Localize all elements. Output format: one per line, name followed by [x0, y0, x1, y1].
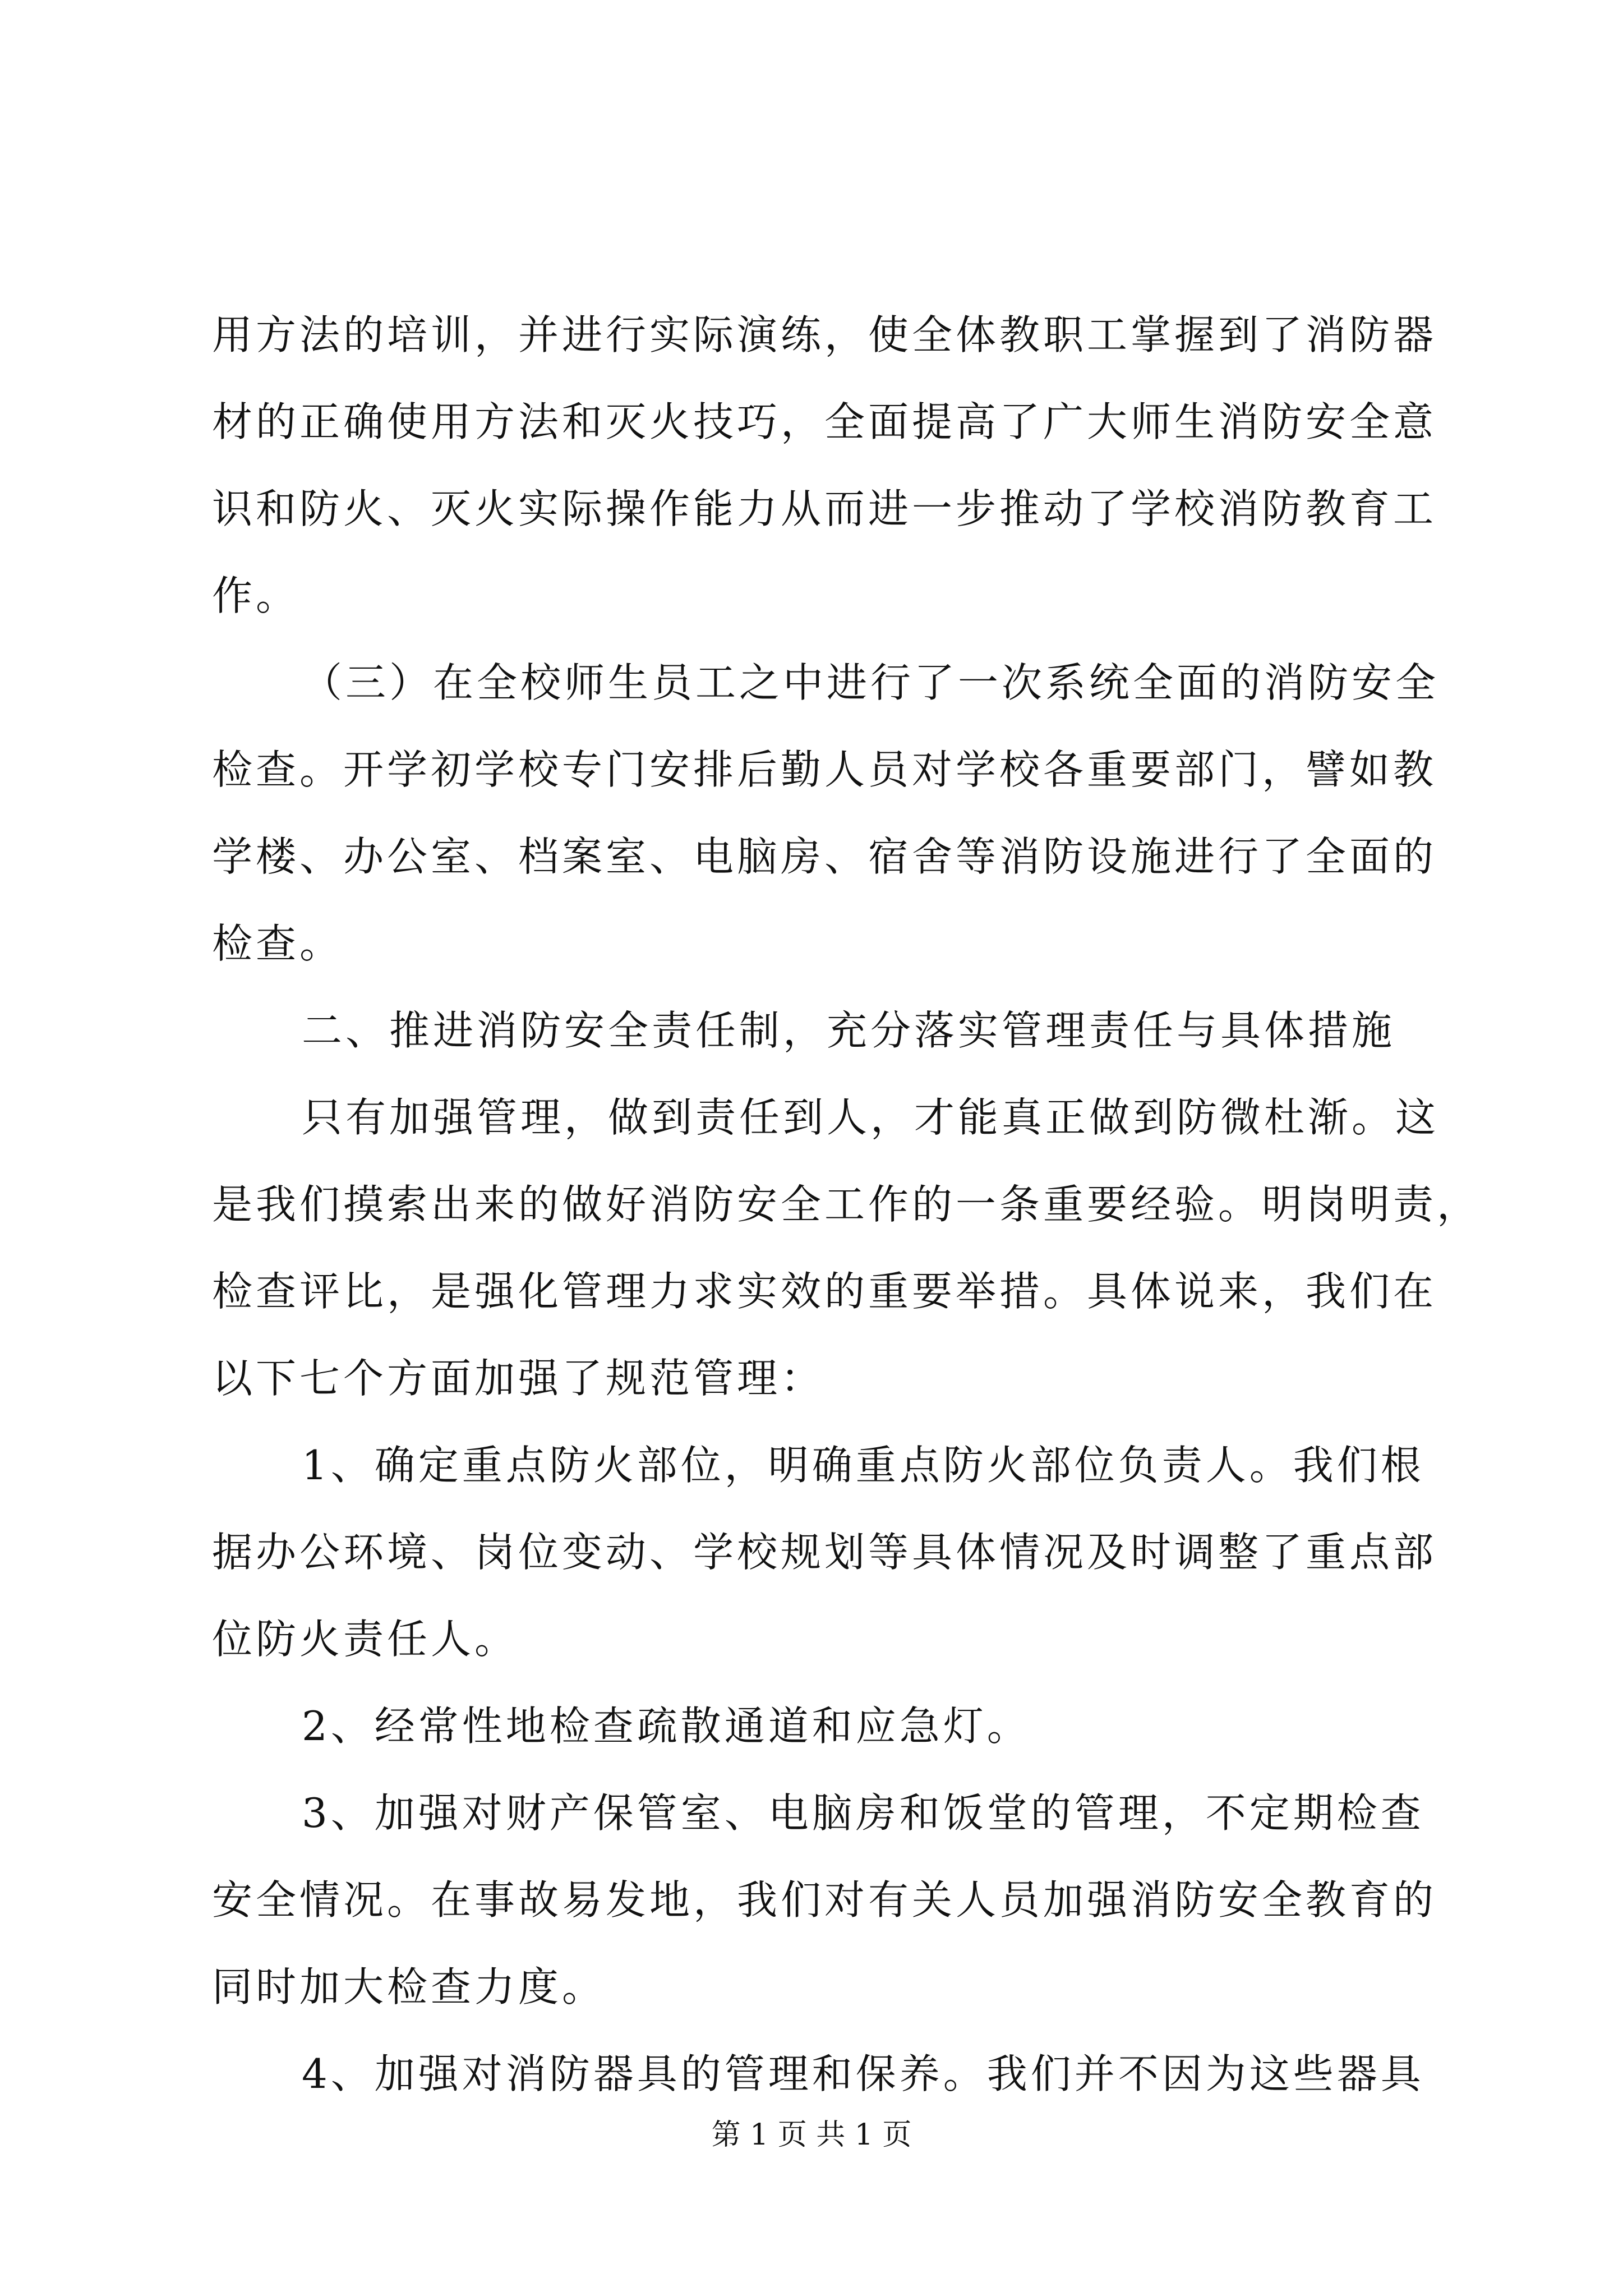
- list-item-line: 位防火责任人。: [212, 1616, 519, 1663]
- list-item-line: 同时加大检查力度。: [212, 1963, 606, 2010]
- list-item-line: 4、加强对消防器具的管理和保养。我们并不因为这些器具: [302, 2050, 1424, 2097]
- paragraph-line: 作。: [212, 572, 300, 619]
- section-heading: 二、推进消防安全责任制，充分落实管理责任与具体措施: [302, 1007, 1396, 1054]
- list-item-line: 1、确定重点防火部位，明确重点防火部位负责人。我们根: [302, 1442, 1424, 1489]
- paragraph-line: 检查评比，是强化管理力求实效的重要举措。具体说来，我们在: [212, 1268, 1437, 1315]
- paragraph-line: 只有加强管理，做到责任到人，才能真正做到防微杜渐。这: [302, 1094, 1440, 1141]
- paragraph-line: 是我们摸索出来的做好消防安全工作的一条重要经验。明岗明责，: [212, 1181, 1481, 1228]
- paragraph-line: 以下七个方面加强了规范管理：: [212, 1355, 825, 1402]
- paragraph-line: 学楼、办公室、档案室、电脑房、宿舍等消防设施进行了全面的: [212, 833, 1437, 880]
- list-item-line: 2、经常性地检查疏散通道和应急灯。: [302, 1703, 1031, 1750]
- page-footer: 第 1 页 共 1 页: [711, 2118, 912, 2152]
- document-body: [212, 292, 1481, 2118]
- paragraph-line: 用方法的培训，并进行实际演练，使全体教职工掌握到了消防器: [212, 311, 1437, 358]
- list-item-line: 3、加强对财产保管室、电脑房和饭堂的管理，不定期检查: [302, 1789, 1424, 1837]
- paragraph-line: 检查。: [212, 920, 344, 967]
- paragraph-line: 材的正确使用方法和灭火技巧，全面提高了广大师生消防安全意: [212, 398, 1437, 445]
- list-item-line: 据办公环境、岗位变动、学校规划等具体情况及时调整了重点部: [212, 1529, 1437, 1576]
- paragraph-line: （三）在全校师生员工之中进行了一次系统全面的消防安全: [302, 659, 1440, 706]
- paragraph-line: 检查。开学初学校专门安排后勤人员对学校各重要部门，譬如教: [212, 746, 1437, 793]
- paragraph-line: 识和防火、灭火实际操作能力从而进一步推动了学校消防教育工: [212, 485, 1437, 532]
- list-item-line: 安全情况。在事故易发地，我们对有关人员加强消防安全教育的: [212, 1876, 1437, 1924]
